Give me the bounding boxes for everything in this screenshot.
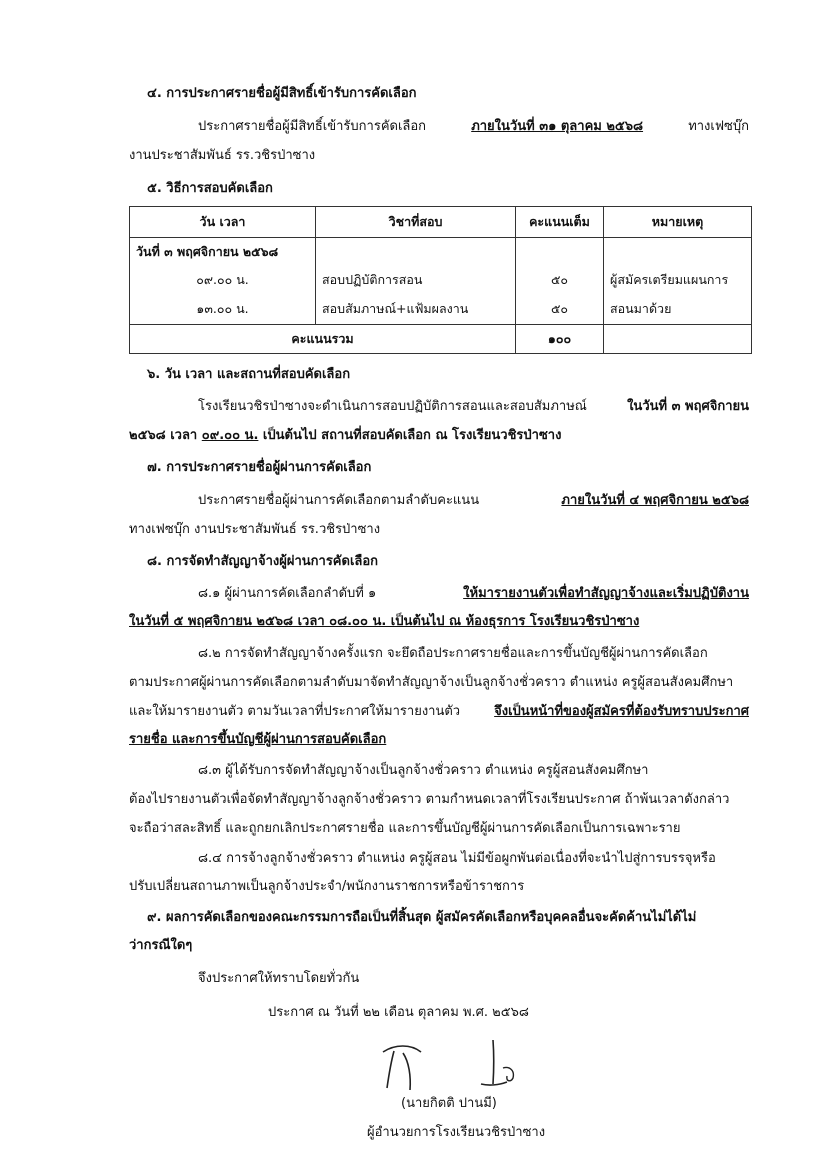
total-score: ๑๐๐: [516, 325, 604, 354]
signature: [375, 1038, 535, 1093]
exam-schedule-table: [129, 206, 752, 354]
section-4-deadline: ภายในวันที่ ๓๑ ตุลาคม ๒๕๖๘: [471, 119, 644, 134]
section-8-2-line-3: [129, 703, 749, 721]
section-6-line-2: [129, 427, 561, 445]
section-8-2-line-2: ตามประกาศผู้ผ่านการคัดเลือกตามลำดับมาจัดทำสัญญาจ้างเป็นลูกจ้างชั่วคราว ตำแหน่ง ครูผู้สอนสังคมศึกษา: [129, 675, 734, 690]
section-6-place: เป็นต้นไป สถานที่สอบคัดเลือก ณ โรงเรียนวชิรป่าซาง: [262, 428, 562, 443]
exam-note: สอนมาด้วย: [604, 294, 752, 325]
section-8-2-text: และให้มารายงานตัว ตามวันเวลาที่ประกาศให้มารายงานตัว: [129, 704, 461, 719]
section-7-text: ประกาศรายชื่อผู้ผ่านการคัดเลือกตามลำดับคะแนน: [198, 493, 480, 508]
signer-position: ผู้อำนวยการโรงเรียนวชิรป่าซาง: [367, 1125, 546, 1140]
section-4-line-1: [198, 118, 749, 136]
section-8-4-line-2: ปรับเปลี่ยนสถานภาพเป็นลูกจ้างประจำ/พนักงานราชการหรือข้าราชการ: [129, 879, 525, 894]
announce-line: จึงประกาศให้ทราบโดยทั่วกัน: [198, 971, 360, 986]
section-8-3-line-3: จะถือว่าสละสิทธิ์ และถูกยกเลิกประกาศรายชื่อ และการขึ้นบัญชีผู้ผ่านการคัดเลือกเป็นการเฉพาะราย: [129, 821, 681, 836]
section-8-2-line-1: ๘.๒ การจัดทำสัญญาจ้างครั้งแรก จะยึดถือประกาศรายชื่อและการขึ้นบัญชีผู้ผ่านการคัดเลือก: [198, 646, 708, 661]
exam-score: ๕๐: [516, 266, 604, 294]
section-4-text: ประกาศรายชื่อผู้มีสิทธิ์เข้ารับการคัดเลือก: [198, 119, 427, 134]
announce-date: ประกาศ ณ วันที่ ๒๒ เดือน ตุลาคม พ.ศ. ๒๕๖๘: [268, 1005, 529, 1020]
header-datetime: วัน เวลา: [130, 207, 316, 238]
exam-time: ๑๓.๐๐ น.: [130, 294, 316, 325]
exam-time: ๐๙.๐๐ น.: [130, 266, 316, 294]
exam-note: ผู้สมัครเตรียมแผนการ: [604, 266, 752, 294]
section-8-3-line-1: ๘.๓ ผู้ได้รับการจัดทำสัญญาจ้างเป็นลูกจ้างชั่วคราว ตำแหน่ง ครูผู้สอนสังคมศึกษา: [198, 763, 649, 778]
section-6-date: ในวันที่ ๓ พฤศจิกายน: [627, 399, 749, 414]
section-9-line-1: ๙. ผลการคัดเลือกของคณะกรรมการถือเป็นที่สิ้นสุด ผู้สมัครคัดเลือกหรือบุคคลอื่นจะคัดค้านไม่ได้ไม่: [147, 910, 697, 925]
section-4-heading: ๔. การประกาศรายชื่อผู้มีสิทธิ์เข้ารับการคัดเลือก: [147, 86, 417, 101]
section-6-line-1: [198, 398, 749, 416]
section-4-channel: ทางเฟซบุ๊ก: [688, 119, 749, 134]
section-9-line-2: ว่ากรณีใดๆ: [129, 938, 193, 953]
section-6-time: ๐๙.๐๐ น.: [201, 428, 259, 443]
section-8-3-line-2: ต้องไปรายงานตัวเพื่อจัดทำสัญญาจ้างลูกจ้างชั่วคราว ตามกำหนดเวลาที่โรงเรียนประกาศ ถ้าพ้นเวลาดังกล่าว: [129, 792, 730, 807]
section-8-1-report: ให้มารายงานตัวเพื่อทำสัญญาจ้างและเริ่มปฏิบัติงาน: [463, 586, 749, 601]
section-8-1-line-1: [198, 585, 749, 603]
section-5-heading: ๕. วิธีการสอบคัดเลือก: [147, 181, 273, 196]
table-row: [130, 238, 752, 267]
section-8-2-duty: จึงเป็นหน้าที่ของผู้สมัครที่ต้องรับทราบประกาศ: [494, 704, 749, 719]
section-8-1-text: ๘.๑ ผู้ผ่านการคัดเลือกลำดับที่ ๑: [198, 586, 377, 601]
table-header-row: [130, 207, 752, 238]
exam-score: ๕๐: [516, 294, 604, 325]
header-full-score: คะแนนเต็ม: [516, 207, 604, 238]
exam-date: วันที่ ๓ พฤศจิกายน ๒๕๖๘: [130, 238, 316, 267]
section-8-4-line-1: ๘.๔ การจ้างลูกจ้างชั่วคราว ตำแหน่ง ครูผู้สอน ไม่มีข้อผูกพันต่อเนื่องที่จะนำไปสู่การบรรจุหรือ: [198, 851, 716, 866]
total-label: คะแนนรวม: [130, 325, 516, 354]
section-6-year: ๒๕๖๘ เวลา: [129, 428, 198, 443]
table-total-row: [130, 325, 752, 354]
section-7-heading: ๗. การประกาศรายชื่อผู้ผ่านการคัดเลือก: [147, 460, 372, 475]
section-4-line-2: งานประชาสัมพันธ์ รร.วชิรป่าซาง: [129, 148, 316, 163]
section-8-2-line-4: รายชื่อ และการขึ้นบัญชีผู้ผ่านการสอบคัดเลือก: [129, 732, 387, 747]
table-row: [130, 266, 752, 294]
section-7-line-2: ทางเฟซบุ๊ก งานประชาสัมพันธ์ รร.วชิรป่าซาง: [129, 522, 381, 537]
section-8-heading: ๘. การจัดทำสัญญาจ้างผู้ผ่านการคัดเลือก: [147, 554, 379, 569]
signer-name: (นายกิตติ ปานมี): [401, 1096, 497, 1111]
header-remark: หมายเหตุ: [604, 207, 752, 238]
section-8-1-line-2: ในวันที่ ๕ พฤศจิกายน ๒๕๖๘ เวลา ๐๘.๐๐ น. เป็นต้นไป ณ ห้องธุรการ โรงเรียนวชิรป่าซาง: [129, 614, 640, 629]
header-subject: วิชาที่สอบ: [316, 207, 516, 238]
exam-subject: สอบสัมภาษณ์+แฟ้มผลงาน: [316, 294, 516, 325]
section-6-text: โรงเรียนวชิรป่าซางจะดำเนินการสอบปฏิบัติการสอนและสอบสัมภาษณ์: [198, 399, 587, 414]
table-row: [130, 294, 752, 325]
exam-subject: สอบปฏิบัติการสอน: [316, 266, 516, 294]
section-7-deadline: ภายในวันที่ ๔ พฤศจิกายน ๒๕๖๘: [561, 493, 749, 508]
section-7-line-1: [198, 492, 749, 510]
section-6-heading: ๖. วัน เวลา และสถานที่สอบคัดเลือก: [147, 367, 351, 382]
